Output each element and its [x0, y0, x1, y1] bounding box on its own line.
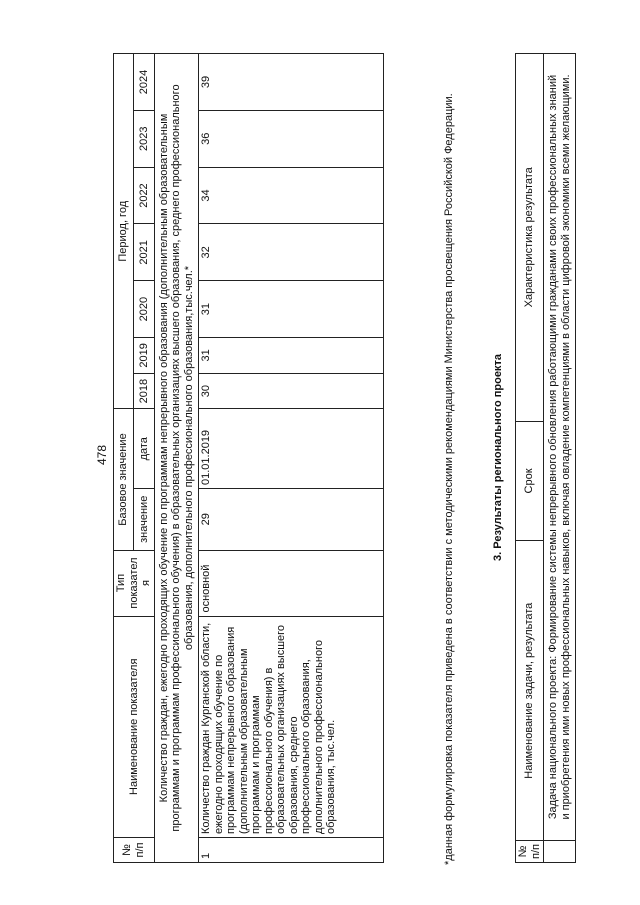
header-type: Тип показател я — [114, 550, 155, 616]
header-year: 2020 — [134, 281, 154, 338]
row-type: основной — [199, 550, 384, 616]
header-year: 2023 — [134, 110, 154, 167]
row-year-value: 34 — [199, 167, 384, 224]
group-row: Количество граждан, ежегодно проходящих обучение по программам непрерывного образования (дополнительным образовательным программам и программам профессионального обучения) в образовательных организациях высшего образования, среднего профессионального образования, дополнительного профессионального образования,тыс.чел.* — [154, 54, 199, 863]
results-header-num: № п/п — [516, 841, 544, 863]
row-year-value: 39 — [199, 54, 384, 111]
row-year-value: 36 — [199, 110, 384, 167]
results-task-row: Задача национального проекта: Формирование системы непрерывного обновления работающими гражданами своих профессиональных знаний и приобретения ими новых профессиональных навыков, включая овладение компетенциями в области цифровой экономики всеми желающими. — [544, 54, 576, 841]
results-header-name: Наименование задачи, результата — [516, 541, 544, 841]
row-value: 29 — [199, 489, 384, 551]
results-table — [515, 53, 576, 863]
row-year-value: 30 — [199, 373, 384, 409]
page-number: 478 — [95, 444, 109, 466]
header-date: дата — [134, 409, 154, 489]
header-year: 2019 — [134, 338, 154, 374]
results-task-num-cell — [544, 841, 576, 863]
header-year: 2018 — [134, 373, 154, 409]
header-year: 2024 — [134, 54, 154, 111]
header-value: значение — [134, 489, 154, 551]
header-year: 2022 — [134, 167, 154, 224]
results-header-term: Срок — [516, 421, 544, 541]
header-num: № п/п — [114, 838, 155, 863]
row-date: 01.01.2019 — [199, 409, 384, 489]
header-name: Наименование показателя — [114, 616, 155, 837]
row-year-value: 31 — [199, 281, 384, 338]
header-period: Период, год — [114, 54, 134, 410]
row-year-value: 31 — [199, 338, 384, 374]
results-header-char: Характеристика результата — [516, 54, 544, 422]
footnote: *данная формулировка показателя приведена в соответствии с методическими рекомендациями Министерства просвещения Российской Федерации. — [443, 93, 455, 865]
header-base: Базовое значение — [114, 409, 134, 550]
section-title: 3. Результаты регионального проекта — [492, 354, 504, 561]
indicators-table — [113, 53, 384, 863]
header-year: 2021 — [134, 224, 154, 281]
row-num: 1 — [199, 838, 384, 863]
row-name: Количество граждан Курганской области, ежегодно проходящих обучение по программам непрерывного образования (дополнительным образовательным программам и программам профессионального обучения) в образовательных организациях высшего образования, среднего профессионального образования, дополнительного профессионального образования, тыс.чел. — [199, 616, 384, 837]
row-year-value: 32 — [199, 224, 384, 281]
